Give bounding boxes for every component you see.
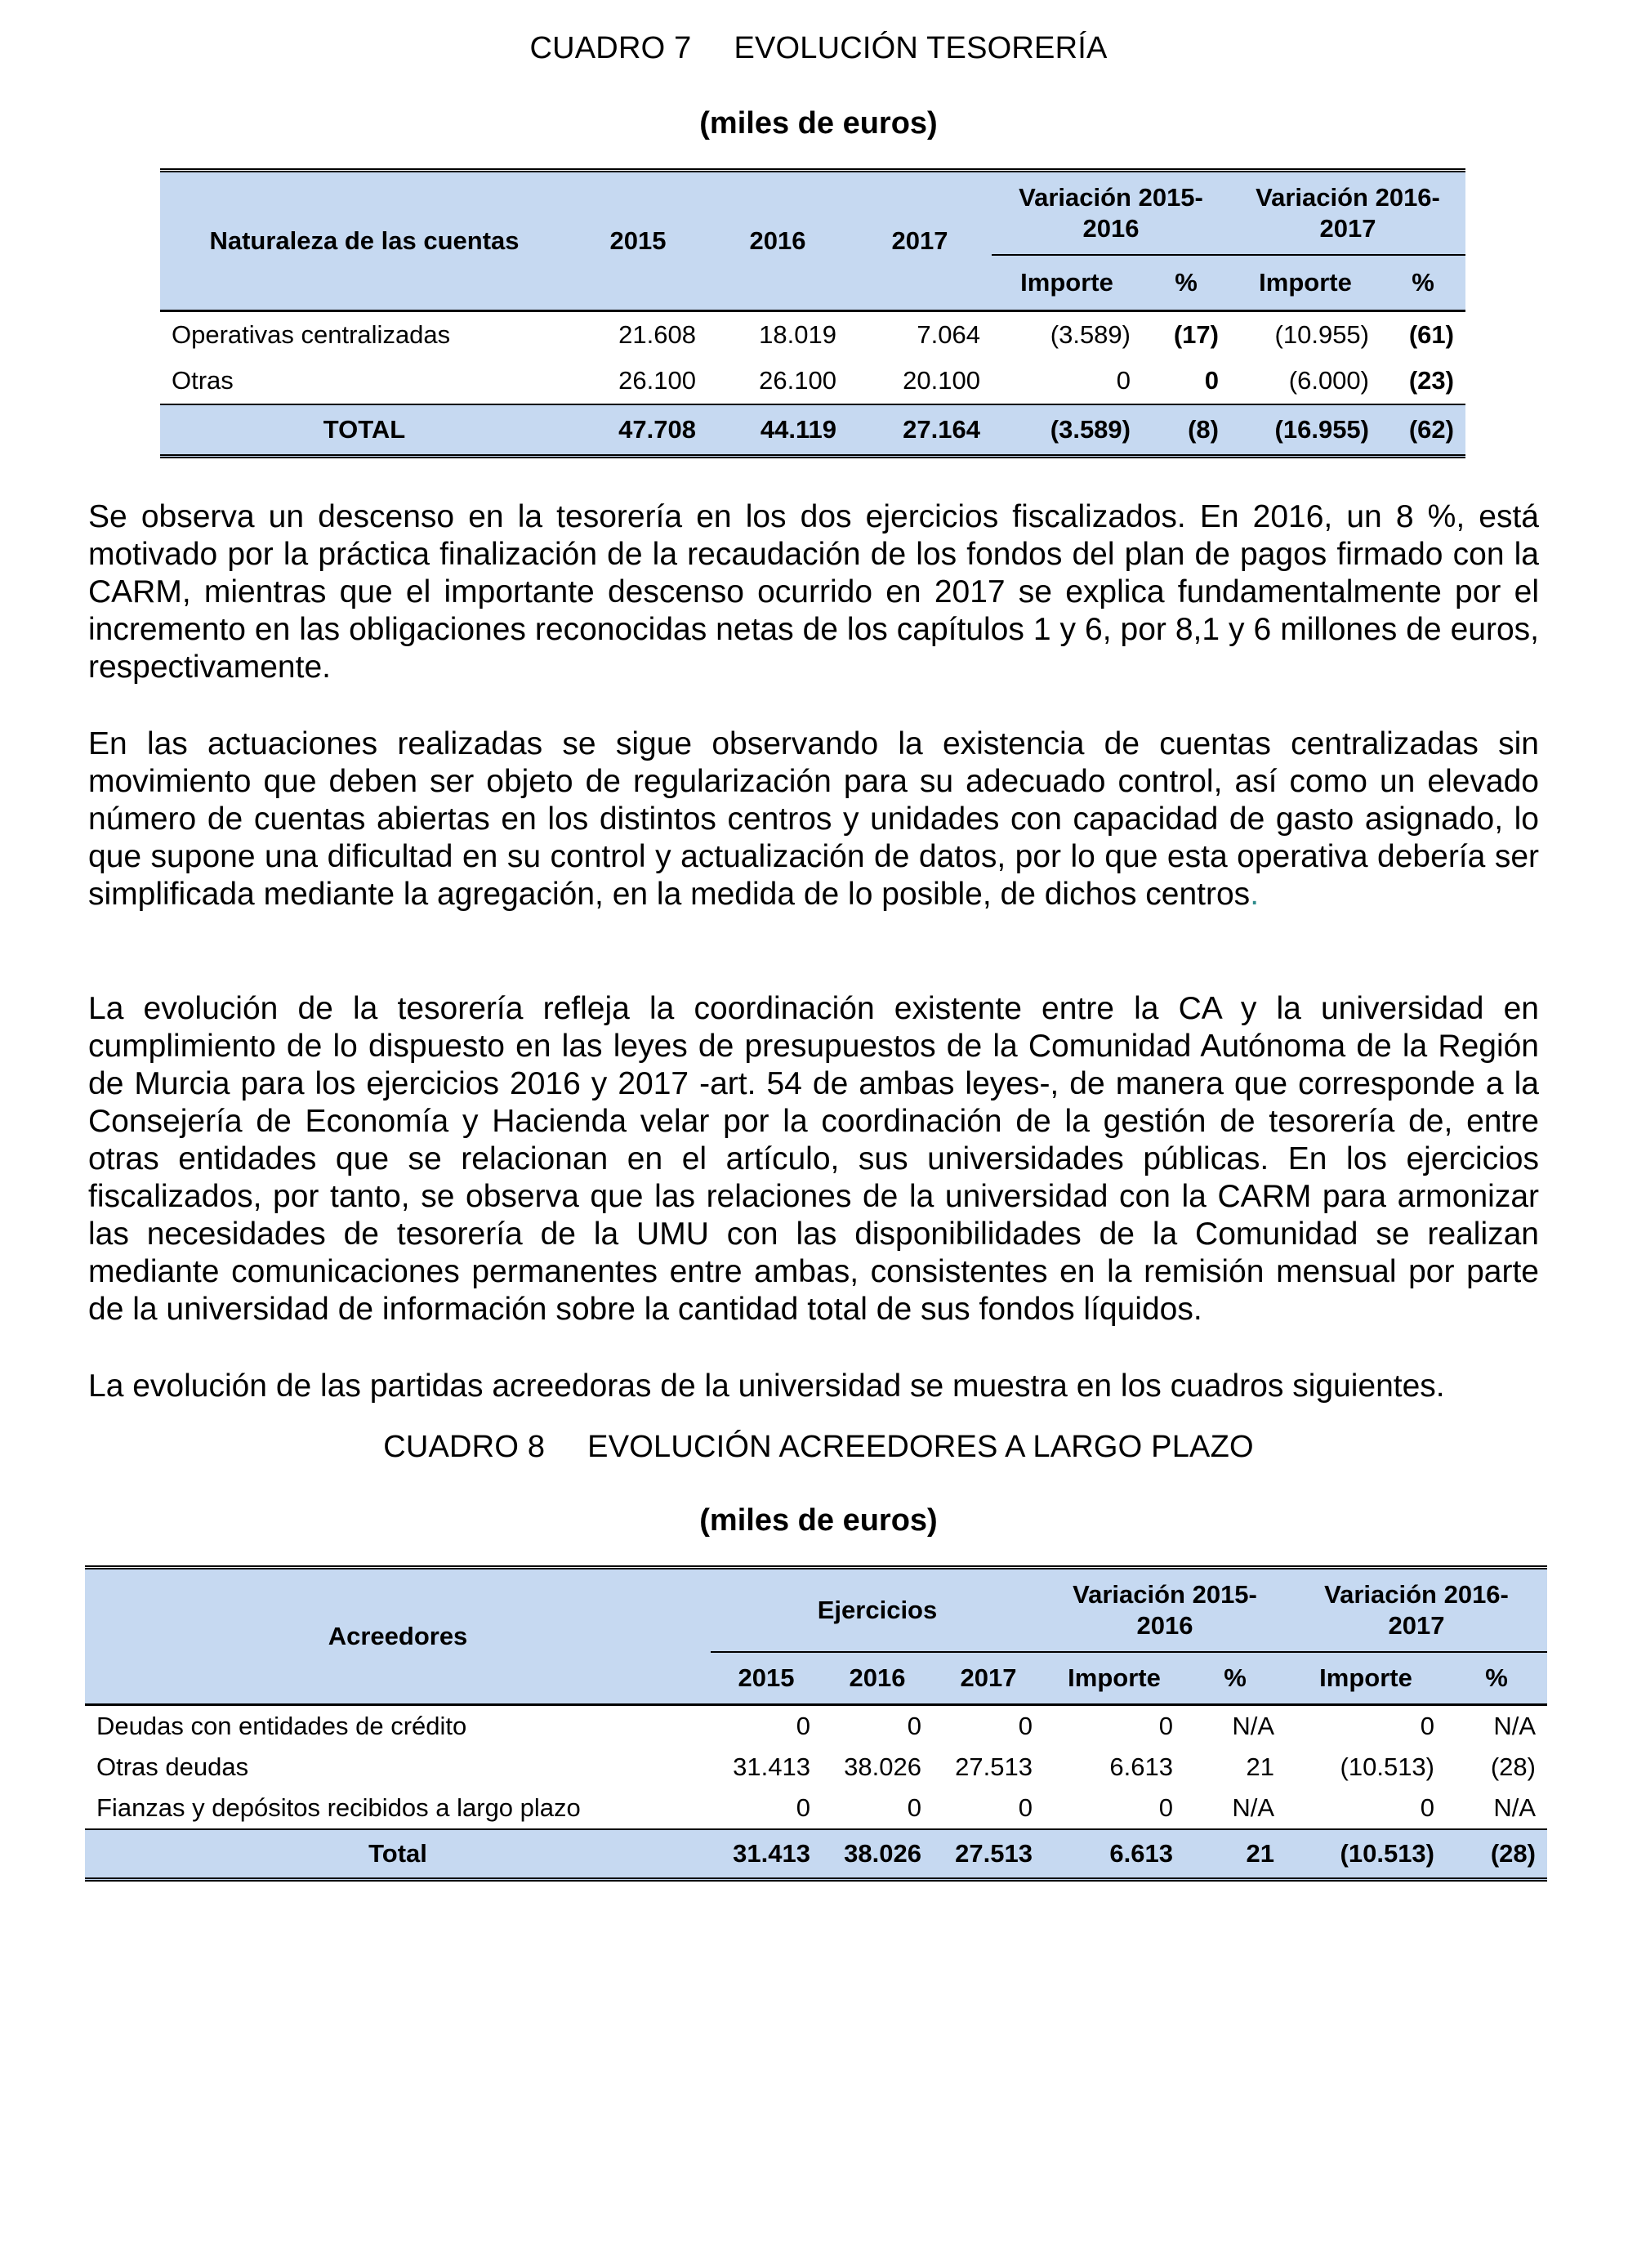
cell-2016: 38.026 [844, 1752, 921, 1781]
total-pct-2: (62) [1381, 404, 1465, 457]
total-pct-2: (28) [1446, 1829, 1547, 1880]
total-pct-1: (8) [1142, 404, 1230, 457]
paragraph-2-text: En las actuaciones realizadas se sigue observando la existencia de cuentas centralizadas sin movimiento que deben ser objeto de regularización para su adecuado control, así como un elevado número de cuentas abiertas en los distintos centros y unidades con capacidad de gasto asignado, lo que supone una dificultad en su control y actualización de datos, por lo que esta operativa debería ser simplificada mediante la agregación, en la medida de lo posible, de dichos centros [88, 726, 1539, 912]
total-2017: 27.164 [848, 404, 992, 457]
cell-importe-2: (6.000) [1288, 366, 1369, 395]
cuadro7-units: (miles de euros) [699, 106, 938, 141]
cell-importe-2: 0 [1420, 1712, 1434, 1740]
cuadro8-title [0, 1430, 1637, 1465]
cell-2016: 18.019 [759, 320, 836, 349]
cell-2015: 21.608 [618, 320, 696, 349]
cell-importe-1: 0 [1158, 1712, 1173, 1740]
cuadro7-name: EVOLUCIÓN TESORERÍA [734, 31, 1108, 65]
header-importe-2: Importe [1230, 255, 1381, 311]
cuadro7-header-row [160, 171, 1465, 256]
paragraph-2-end: . [1250, 877, 1260, 912]
total-2015: 31.413 [711, 1829, 822, 1880]
row-name: Deudas con entidades de crédito [96, 1712, 467, 1740]
cuadro8-units: (miles de euros) [699, 1503, 938, 1538]
paragraph-4: La evolución de las partidas acreedoras de la universidad se muestra en los cuadros siguientes. [88, 1368, 1445, 1404]
paragraph-1: Se observa un descenso en la tesorería en los dos ejercicios fiscalizados. En 2016, un 8 %, está motivado por la práctica finalización de la recaudación de los fondos del plan de pagos firmado con la CARM, mientras que el importante descenso ocurrido en 2017 se explica fundamentalmente por el incremento en las obligaciones reconocidas netas de los capítulos 1 y 6, por 8,1 y 6 millones de euros, respectivamente. [88, 499, 1539, 685]
cell-2016: 0 [907, 1712, 921, 1740]
header-2016: 2016 [822, 1652, 933, 1705]
total-importe-1: (3.589) [992, 404, 1142, 457]
cell-importe-1: 0 [1116, 366, 1131, 395]
header-importe-1: Importe [992, 255, 1142, 311]
header-2017: 2017 [933, 1652, 1044, 1705]
row-name: Operativas centralizadas [172, 320, 451, 349]
total-row [160, 404, 1465, 457]
paragraph-3: La evolución de la tesorería refleja la coordinación existente entre la CA y la universidad en cumplimiento de lo dispuesto en las leyes de presupuestos de la Comunidad Autónoma de la Región de Murcia para los ejercicios 2016 y 2017 -art. 54 de ambas leyes-, de manera que corresponde a la Consejería de Economía y Hacienda velar por la coordinación de la gestión de tesorería de, entre otras entidades que se relacionan en el artículo, sus universidades públicas. En los ejercicios fiscalizados, por tanto, se observa que las relaciones de la universidad con la CARM para armonizar las necesidades de tesorería de la UMU con las disponibilidades de la Comunidad se realizan mediante comunicaciones permanentes entre ambas, consistentes en la remisión mensual por parte de la universidad de información sobre la cantidad total de sus fondos líquidos. [88, 991, 1539, 1327]
table-row [85, 1788, 1547, 1829]
cell-2015: 0 [796, 1712, 810, 1740]
header-variacion-2016-2017: Variación 2016-2017 [1324, 1580, 1509, 1640]
header-pct-2: % [1381, 255, 1465, 311]
table-row [85, 1705, 1547, 1748]
cell-pct-1: N/A [1232, 1793, 1274, 1822]
paragraph-2 [88, 725, 1539, 913]
cell-2016: 0 [907, 1793, 921, 1822]
cuadro8-header-row [85, 1568, 1547, 1653]
cuadro8-name: EVOLUCIÓN ACREEDORES A LARGO PLAZO [587, 1430, 1254, 1464]
cell-2017: 7.064 [917, 320, 980, 349]
cell-importe-1: (3.589) [1050, 320, 1131, 349]
cell-pct-2: (23) [1408, 366, 1454, 395]
cell-2017: 20.100 [903, 366, 980, 395]
table-row [85, 1747, 1547, 1788]
table-row [160, 311, 1465, 359]
cell-2015: 26.100 [618, 366, 696, 395]
cell-pct-2: N/A [1493, 1712, 1536, 1740]
cell-pct-2: (28) [1490, 1752, 1536, 1781]
table-row [160, 358, 1465, 404]
cell-importe-1: 6.613 [1109, 1752, 1173, 1781]
total-2016: 38.026 [822, 1829, 933, 1880]
header-naturaleza: Naturaleza de las cuentas [160, 171, 569, 311]
header-variacion-2015-2016: Variación 2015-2016 [1019, 183, 1203, 243]
row-name: Otras deudas [96, 1752, 249, 1781]
total-importe-2: (10.513) [1286, 1829, 1446, 1880]
cell-pct-1: 21 [1246, 1752, 1274, 1781]
header-pct-1: % [1184, 1652, 1286, 1705]
header-pct-1: % [1142, 255, 1230, 311]
total-2016: 44.119 [707, 404, 848, 457]
header-acreedores: Acreedores [85, 1568, 711, 1705]
header-variacion-2015-2016: Variación 2015-2016 [1073, 1580, 1257, 1640]
total-importe-1: 6.613 [1044, 1829, 1184, 1880]
total-pct-1: 21 [1184, 1829, 1286, 1880]
cell-2015: 31.413 [733, 1752, 810, 1781]
cuadro8-label: CUADRO 8 [383, 1430, 546, 1464]
total-label: Total [85, 1829, 711, 1880]
header-2016: 2016 [707, 171, 848, 311]
cell-pct-2: (61) [1408, 320, 1454, 349]
cell-2017: 0 [1018, 1793, 1033, 1822]
cell-2017: 27.513 [955, 1752, 1033, 1781]
total-row [85, 1829, 1547, 1880]
row-name: Fianzas y depósitos recibidos a largo plazo [96, 1793, 581, 1822]
cell-pct-1: N/A [1232, 1712, 1274, 1740]
cell-2017: 0 [1018, 1712, 1033, 1740]
cell-pct-1: (17) [1173, 320, 1219, 349]
header-variacion-2016-2017: Variación 2016-2017 [1256, 183, 1440, 243]
row-name: Otras [172, 366, 234, 395]
total-2015: 47.708 [569, 404, 707, 457]
header-2017: 2017 [848, 171, 992, 311]
header-2015: 2015 [569, 171, 707, 311]
cell-importe-2: (10.513) [1340, 1752, 1434, 1781]
cuadro8-table [85, 1565, 1547, 1882]
cuadro7-label: CUADRO 7 [529, 31, 692, 65]
cell-importe-1: 0 [1158, 1793, 1173, 1822]
header-pct-2: % [1446, 1652, 1547, 1705]
header-ejercicios: Ejercicios [817, 1596, 938, 1624]
total-importe-2: (16.955) [1230, 404, 1381, 457]
total-2017: 27.513 [933, 1829, 1044, 1880]
header-importe-1: Importe [1044, 1652, 1184, 1705]
cell-importe-2: 0 [1420, 1793, 1434, 1822]
cell-2015: 0 [796, 1793, 810, 1822]
header-2015: 2015 [711, 1652, 822, 1705]
header-importe-2: Importe [1286, 1652, 1446, 1705]
cuadro7-title [0, 31, 1637, 66]
total-label: TOTAL [160, 404, 569, 457]
cell-pct-1: 0 [1204, 366, 1219, 395]
cuadro7-table [160, 168, 1465, 458]
cell-pct-2: N/A [1493, 1793, 1536, 1822]
cell-importe-2: (10.955) [1274, 320, 1369, 349]
cell-2016: 26.100 [759, 366, 836, 395]
